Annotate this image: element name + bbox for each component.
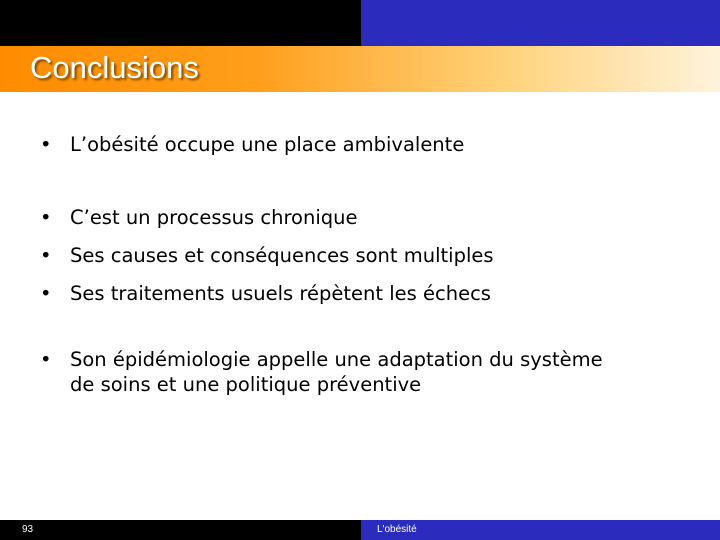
bullet-marker: •: [40, 282, 52, 305]
slide-title: Conclusions: [30, 50, 199, 85]
bullet-text: C’est un processus chronique: [70, 206, 358, 229]
bullet-text: Ses traitements usuels répètent les échecs: [70, 282, 491, 305]
bullet-marker: •: [40, 133, 52, 156]
bullet-marker: •: [40, 206, 52, 229]
bullet-text: Ses causes et conséquences sont multiples: [70, 244, 494, 267]
bullet-marker: •: [40, 348, 52, 371]
bullet-text: L’obésité occupe une place ambivalente: [70, 133, 465, 156]
bullet-text: Son épidémiologie appelle une adaptation du système de soins et une politique préventive: [70, 348, 603, 396]
footer-left-band: [0, 520, 361, 540]
bullet-marker: •: [40, 244, 52, 267]
footer-right-band: [361, 520, 720, 540]
page-number: 93: [22, 524, 34, 535]
footer-label: L'obésité: [377, 524, 417, 535]
